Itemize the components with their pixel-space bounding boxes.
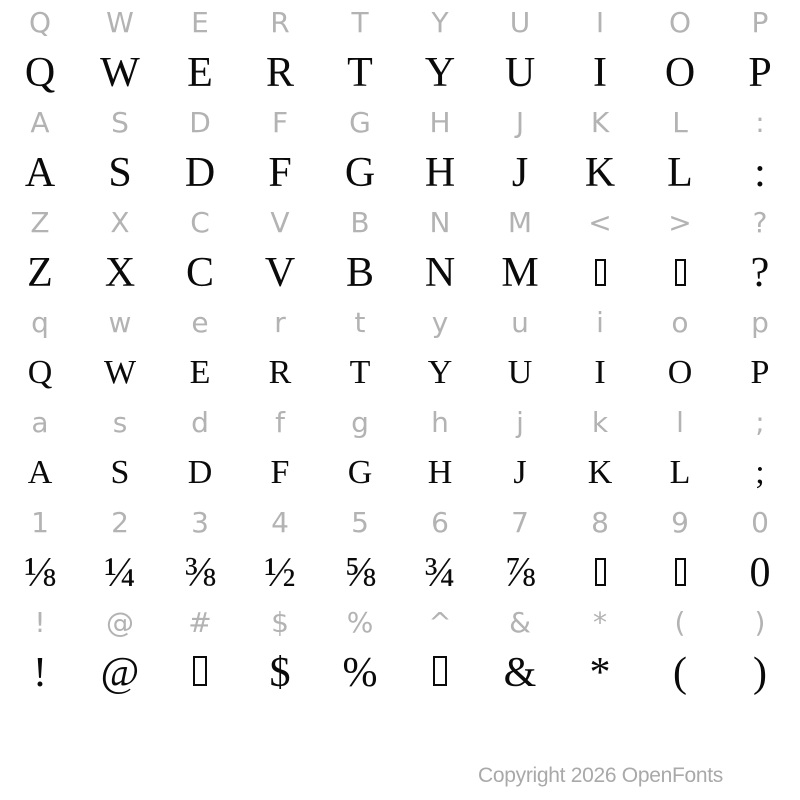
ref-char: % — [346, 606, 374, 639]
glyph-char: J — [511, 150, 529, 196]
glyph-char: K — [587, 454, 613, 491]
ref-char: f — [275, 406, 285, 439]
char-row-pair — [0, 400, 800, 500]
glyph-char: ¼ — [104, 550, 136, 596]
rendered-glyph-row — [0, 446, 800, 500]
ref-char: D — [189, 106, 211, 139]
glyph-char: E — [189, 354, 211, 391]
glyph-char: X — [104, 250, 136, 296]
ref-char: P — [751, 6, 769, 39]
glyph-char: ? — [750, 250, 770, 296]
ref-char: y — [431, 306, 449, 339]
ref-char: ! — [34, 606, 46, 639]
ref-char: : — [755, 106, 765, 139]
ref-char: 7 — [511, 506, 529, 539]
char-row-pair — [0, 600, 800, 700]
char-row-pair — [0, 100, 800, 200]
char-row-pair — [0, 500, 800, 600]
missing-glyph-box — [675, 259, 686, 286]
ref-char: O — [668, 6, 692, 39]
ref-char: R — [270, 6, 290, 39]
glyph-char: N — [424, 250, 456, 296]
ref-char: 6 — [431, 506, 449, 539]
ref-char: p — [751, 306, 769, 339]
ref-char: h — [431, 406, 449, 439]
glyph-char: ⅜ — [184, 550, 216, 596]
reference-char-row — [0, 0, 800, 46]
ref-char: Q — [28, 6, 52, 39]
ref-char: B — [350, 206, 370, 239]
ref-char: ( — [674, 606, 686, 639]
ref-char: H — [429, 106, 451, 139]
glyph-cell — [400, 646, 480, 700]
ref-char: $ — [271, 606, 289, 639]
ref-char: M — [507, 206, 533, 239]
ref-char: F — [271, 106, 289, 139]
glyph-cell — [640, 246, 720, 300]
ref-char: < — [588, 206, 612, 239]
glyph-cell — [160, 646, 240, 700]
glyph-char: O — [667, 354, 693, 391]
ref-char: & — [509, 606, 531, 639]
glyph-char: V — [264, 250, 296, 296]
ref-char: J — [515, 106, 525, 139]
glyph-char: K — [584, 150, 616, 196]
glyph-char: ) — [753, 650, 767, 696]
ref-char: o — [671, 306, 689, 339]
glyph-char: S — [110, 454, 130, 491]
char-row-pair — [0, 0, 800, 100]
glyph-char: ; — [755, 454, 765, 491]
glyph-char: L — [669, 454, 691, 491]
glyph-char: D — [187, 454, 213, 491]
ref-char: 9 — [671, 506, 689, 539]
glyph-char: % — [342, 650, 378, 696]
ref-char: * — [593, 606, 607, 639]
glyph-char: I — [594, 354, 606, 391]
glyph-char: G — [344, 150, 376, 196]
ref-char: e — [191, 306, 209, 339]
ref-char: Y — [431, 6, 449, 39]
ref-char: k — [591, 406, 609, 439]
ref-char: a — [31, 406, 49, 439]
ref-char: 4 — [271, 506, 289, 539]
glyph-cell — [560, 546, 640, 600]
glyph-char: O — [664, 50, 696, 96]
glyph-char: @ — [100, 650, 140, 696]
ref-char: q — [31, 306, 49, 339]
glyph-char: S — [108, 150, 132, 196]
ref-char: t — [354, 306, 366, 339]
missing-glyph-box — [433, 656, 447, 686]
glyph-char: Q — [27, 354, 53, 391]
glyph-char: Q — [24, 50, 56, 96]
ref-char: L — [672, 106, 688, 139]
ref-char: 1 — [31, 506, 49, 539]
glyph-char: E — [187, 50, 213, 96]
ref-char: ? — [752, 206, 768, 239]
missing-glyph-box — [595, 558, 606, 586]
glyph-char: ⅝ — [344, 550, 376, 596]
glyph-char: $ — [269, 650, 291, 696]
rendered-glyph-row — [0, 346, 800, 400]
ref-char: 5 — [351, 506, 369, 539]
char-row-pair — [0, 200, 800, 300]
ref-char: 3 — [191, 506, 209, 539]
glyph-char: I — [593, 50, 607, 96]
glyph-char: P — [748, 50, 772, 96]
glyph-char: D — [184, 150, 216, 196]
glyph-char: M — [501, 250, 539, 296]
glyph-char: ( — [673, 650, 687, 696]
ref-char: K — [590, 106, 610, 139]
ref-char: A — [30, 106, 50, 139]
glyph-char: Y — [424, 50, 456, 96]
glyph-char: P — [750, 354, 770, 391]
glyph-char: ½ — [264, 550, 296, 596]
glyph-char: T — [347, 50, 373, 96]
ref-char: X — [110, 206, 130, 239]
glyph-char: C — [185, 250, 214, 296]
rendered-glyph-row — [0, 46, 800, 100]
ref-char: N — [429, 206, 451, 239]
rendered-glyph-row — [0, 646, 800, 700]
glyph-char: F — [270, 454, 290, 491]
ref-char: U — [509, 6, 531, 39]
glyph-char: Z — [27, 250, 53, 296]
glyph-char: ! — [33, 650, 47, 696]
reference-char-row — [0, 100, 800, 146]
glyph-char: L — [667, 150, 693, 196]
char-row-pair — [0, 300, 800, 400]
missing-glyph-box — [193, 656, 207, 686]
ref-char: V — [270, 206, 290, 239]
glyph-cell — [560, 246, 640, 300]
ref-char: w — [108, 306, 132, 339]
ref-char: ) — [754, 606, 766, 639]
ref-char: > — [668, 206, 692, 239]
glyph-char: F — [268, 150, 292, 196]
ref-char: # — [188, 606, 212, 639]
rendered-glyph-row — [0, 546, 800, 600]
glyph-char: Y — [427, 354, 453, 391]
glyph-char: : — [754, 150, 766, 196]
ref-char: C — [190, 206, 210, 239]
glyph-char: H — [424, 150, 456, 196]
ref-char: @ — [106, 606, 134, 639]
ref-char: j — [516, 406, 524, 439]
footer-copyright: Copyright 2026 OpenFonts — [478, 764, 723, 787]
rendered-glyph-row — [0, 146, 800, 200]
glyph-char: ⅛ — [24, 550, 56, 596]
reference-char-row — [0, 600, 800, 646]
glyph-char: B — [345, 250, 374, 296]
glyph-char: H — [427, 454, 453, 491]
reference-char-row — [0, 200, 800, 246]
ref-char: I — [595, 6, 605, 39]
ref-char: 0 — [751, 506, 769, 539]
reference-char-row — [0, 400, 800, 446]
ref-char: d — [191, 406, 209, 439]
glyph-char: R — [268, 354, 292, 391]
glyph-char: A — [27, 454, 53, 491]
ref-char: i — [596, 306, 604, 339]
ref-char: Z — [30, 206, 50, 239]
missing-glyph-box — [595, 259, 606, 286]
ref-char: u — [511, 306, 529, 339]
reference-char-row — [0, 500, 800, 546]
glyph-char: ⅞ — [504, 550, 536, 596]
glyph-char: J — [513, 454, 527, 491]
ref-char: g — [351, 406, 369, 439]
ref-char: ; — [755, 406, 765, 439]
ref-char: r — [274, 306, 286, 339]
rendered-glyph-row — [0, 246, 800, 300]
glyph-char: & — [503, 650, 537, 696]
glyph-cell — [640, 546, 720, 600]
ref-char: S — [111, 106, 129, 139]
ref-char: G — [349, 106, 371, 139]
glyph-char: T — [349, 354, 371, 391]
ref-char: T — [351, 6, 369, 39]
glyph-char: 0 — [749, 550, 771, 596]
ref-char: E — [191, 6, 209, 39]
ref-char: W — [106, 6, 134, 39]
ref-char: 8 — [591, 506, 609, 539]
glyph-char: A — [24, 150, 56, 196]
missing-glyph-box — [675, 558, 686, 586]
glyph-char: U — [504, 50, 536, 96]
glyph-char: W — [103, 354, 137, 391]
ref-char: s — [112, 406, 128, 439]
ref-char: 2 — [111, 506, 129, 539]
glyph-char: G — [347, 454, 373, 491]
glyph-char: ¾ — [424, 550, 456, 596]
glyph-char: W — [100, 50, 140, 96]
glyph-char: U — [507, 354, 533, 391]
glyph-char: * — [589, 650, 611, 696]
reference-char-row — [0, 300, 800, 346]
glyph-char: R — [265, 50, 294, 96]
ref-char: l — [676, 406, 684, 439]
ref-char: ^ — [428, 606, 452, 639]
